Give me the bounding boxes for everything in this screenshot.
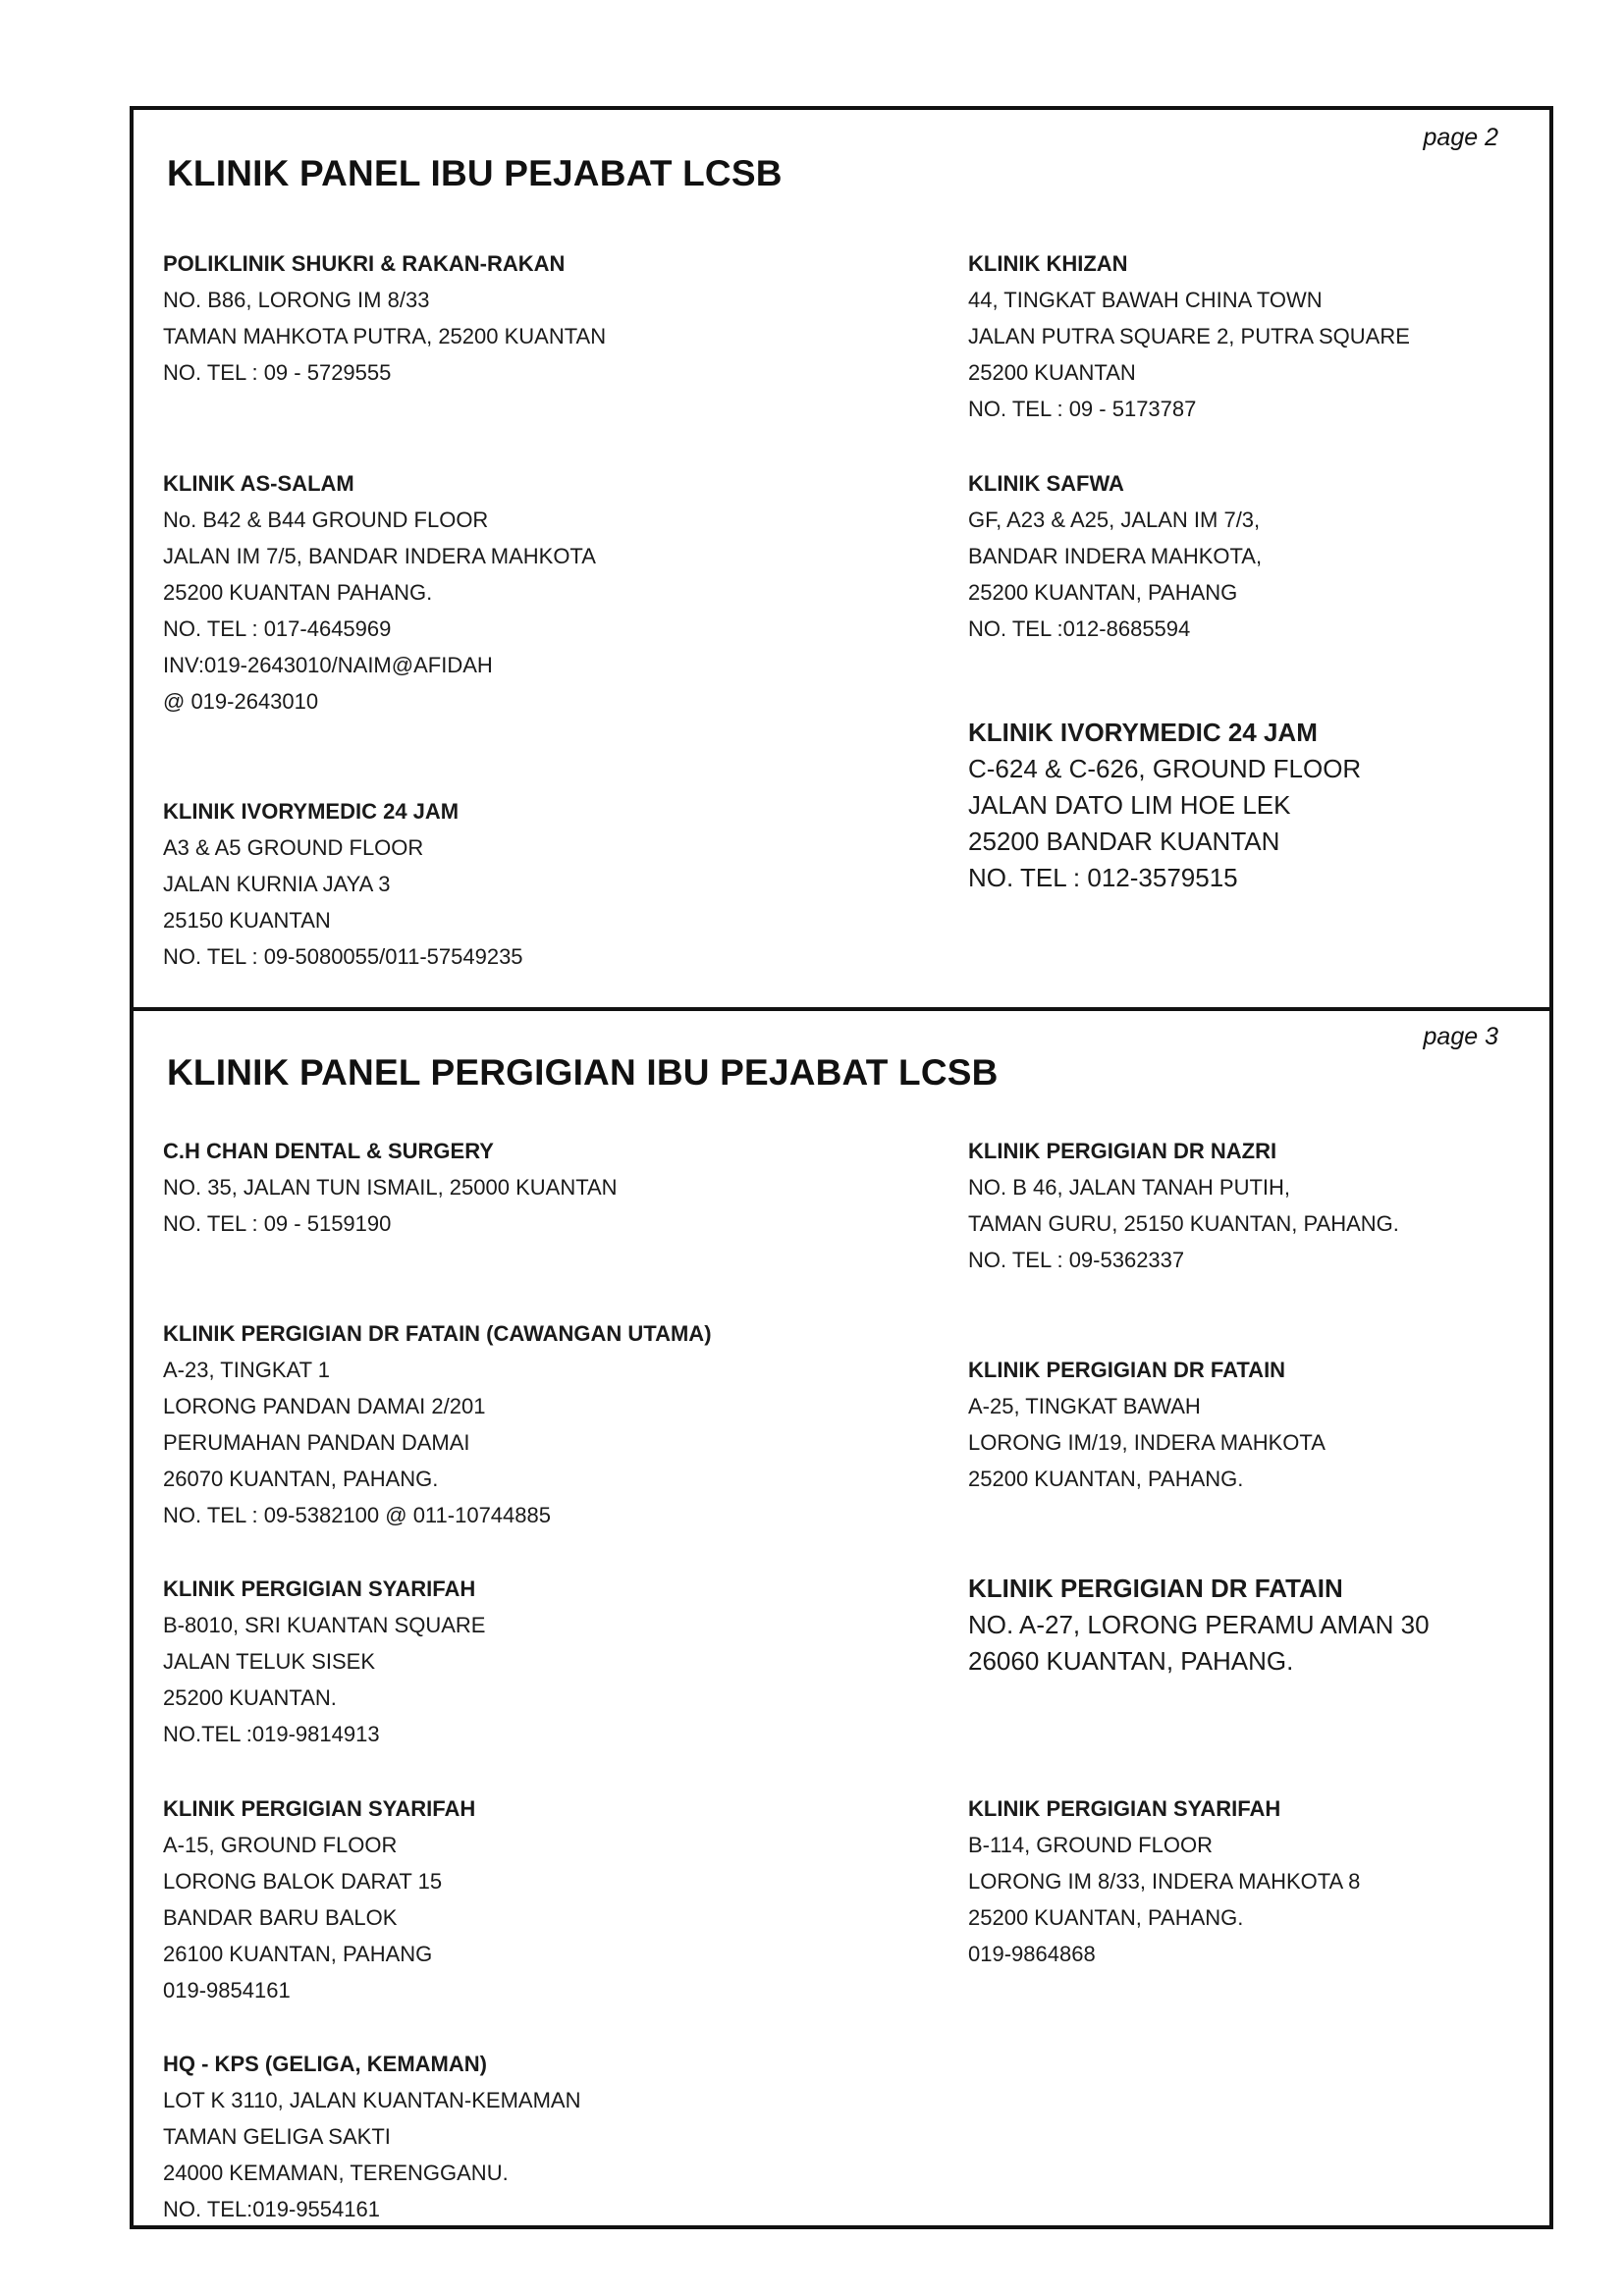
clinic-name: KLINIK PERGIGIAN DR NAZRI <box>968 1139 1277 1163</box>
clinic-address-line: BANDAR INDERA MAHKOTA, <box>968 544 1263 568</box>
clinic-address-line: NO. B 46, JALAN TANAH PUTIH, <box>968 1175 1291 1200</box>
clinic-address-line: GF, A23 & A25, JALAN IM 7/3, <box>968 507 1261 532</box>
clinic-entry <box>968 1133 1597 1278</box>
clinic-address-line: JALAN KURNIA JAYA 3 <box>163 872 391 896</box>
clinic-entry <box>163 1790 791 2008</box>
clinic-entry <box>163 465 791 720</box>
clinic-phone: 019-9854161 <box>163 1978 291 2002</box>
clinic-name: KLINIK PERGIGIAN SYARIFAH <box>163 1576 476 1601</box>
clinic-address-line: A-23, TINGKAT 1 <box>163 1358 330 1382</box>
clinic-address-line: A3 & A5 GROUND FLOOR <box>163 835 424 860</box>
clinic-address-line: LOT K 3110, JALAN KUANTAN-KEMAMAN <box>163 2088 581 2112</box>
clinic-address-line: 25200 KUANTAN, PAHANG. <box>968 1467 1244 1491</box>
clinic-entry <box>968 465 1597 647</box>
clinic-phone: NO. TEL : 09-5080055/011-57549235 <box>163 944 523 969</box>
clinic-name: KLINIK SAFWA <box>968 471 1124 496</box>
section-dental-clinics <box>134 1011 1549 2225</box>
clinic-address-line: JALAN DATO LIM HOE LEK <box>968 790 1291 820</box>
clinic-phone: NO. TEL : 017-4645969 <box>163 616 392 641</box>
clinic-address-line: LORONG IM 8/33, INDERA MAHKOTA 8 <box>968 1869 1361 1894</box>
section-heading: KLINIK PANEL PERGIGIAN IBU PEJABAT LCSB <box>167 1052 999 1093</box>
clinic-name: HQ - KPS (GELIGA, KEMAMAN) <box>163 2052 487 2076</box>
clinic-phone: NO. TEL:019-9554161 <box>163 2197 380 2221</box>
clinic-address-line: JALAN IM 7/5, BANDAR INDERA MAHKOTA <box>163 544 596 568</box>
clinic-address-line: A-15, GROUND FLOOR <box>163 1833 398 1857</box>
clinic-address-line: TAMAN MAHKOTA PUTRA, 25200 KUANTAN <box>163 324 607 348</box>
clinic-entry <box>968 1790 1597 1972</box>
clinic-address-line: JALAN TELUK SISEK <box>163 1649 376 1674</box>
clinic-phone: NO. TEL : 09-5382100 @ 011-10744885 <box>163 1503 551 1527</box>
clinic-name: KLINIK KHIZAN <box>968 251 1128 276</box>
clinic-address-line: 26100 KUANTAN, PAHANG <box>163 1942 433 1966</box>
clinic-name: KLINIK PERGIGIAN SYARIFAH <box>163 1796 476 1821</box>
clinic-name: KLINIK IVORYMEDIC 24 JAM <box>968 718 1318 747</box>
clinic-phone: NO. TEL : 012-3579515 <box>968 863 1238 892</box>
clinic-entry <box>163 1315 791 1533</box>
clinic-address-line: 26070 KUANTAN, PAHANG. <box>163 1467 439 1491</box>
section-heading: KLINIK PANEL IBU PEJABAT LCSB <box>167 153 783 193</box>
page-number: page 2 <box>1423 124 1498 151</box>
clinic-address-line: NO. B86, LORONG IM 8/33 <box>163 288 430 312</box>
clinic-address-line: B-8010, SRI KUANTAN SQUARE <box>163 1613 486 1637</box>
clinic-address-line: 25200 BANDAR KUANTAN <box>968 827 1280 856</box>
clinic-address-line: A-25, TINGKAT BAWAH <box>968 1394 1201 1418</box>
clinic-address-line: 25200 KUANTAN PAHANG. <box>163 580 433 605</box>
clinic-entry <box>163 1571 791 1752</box>
clinic-phone: NO.TEL :019-9814913 <box>163 1722 380 1746</box>
clinic-entry <box>968 1352 1597 1497</box>
clinic-phone: NO. TEL : 09 - 5729555 <box>163 360 392 385</box>
clinic-address-line: PERUMAHAN PANDAN DAMAI <box>163 1430 470 1455</box>
clinic-entry <box>163 245 791 391</box>
clinic-address-line: 24000 KEMAMAN, TERENGGANU. <box>163 2161 509 2185</box>
section-panel-clinics <box>134 110 1549 1007</box>
clinic-address-line: 26060 KUANTAN, PAHANG. <box>968 1646 1294 1676</box>
clinic-address-line: NO. 35, JALAN TUN ISMAIL, 25000 KUANTAN <box>163 1175 618 1200</box>
clinic-phone: NO. TEL : 09 - 5173787 <box>968 397 1197 421</box>
clinic-phone: NO. TEL :012-8685594 <box>968 616 1191 641</box>
clinic-name: KLINIK IVORYMEDIC 24 JAM <box>163 799 460 824</box>
clinic-address-line: 25200 KUANTAN, PAHANG <box>968 580 1238 605</box>
clinic-address-line: LORONG PANDAN DAMAI 2/201 <box>163 1394 486 1418</box>
clinic-address-line: 25200 KUANTAN, PAHANG. <box>968 1905 1244 1930</box>
clinic-name: KLINIK PERGIGIAN SYARIFAH <box>968 1796 1281 1821</box>
clinic-entry <box>163 1133 791 1242</box>
clinic-address-line: TAMAN GURU, 25150 KUANTAN, PAHANG. <box>968 1211 1399 1236</box>
clinic-entry <box>968 245 1597 427</box>
clinic-address-line: LORONG IM/19, INDERA MAHKOTA <box>968 1430 1326 1455</box>
clinic-phone: @ 019-2643010 <box>163 689 319 714</box>
clinic-address-line: B-114, GROUND FLOOR <box>968 1833 1213 1857</box>
page-number: page 3 <box>1423 1023 1498 1050</box>
clinic-entry <box>968 715 1597 896</box>
clinic-address-line: TAMAN GELIGA SAKTI <box>163 2124 391 2149</box>
clinic-address-line: JALAN PUTRA SQUARE 2, PUTRA SQUARE <box>968 324 1410 348</box>
clinic-name: KLINIK PERGIGIAN DR FATAIN <box>968 1358 1286 1382</box>
clinic-name: KLINIK PERGIGIAN DR FATAIN (CAWANGAN UTAMA) <box>163 1321 712 1346</box>
clinic-entry <box>968 1571 1597 1680</box>
clinic-entry <box>163 2046 791 2227</box>
clinic-entry <box>163 793 791 975</box>
clinic-phone: NO. TEL : 09 - 5159190 <box>163 1211 392 1236</box>
clinic-address-line: No. B42 & B44 GROUND FLOOR <box>163 507 489 532</box>
clinic-address-line: BANDAR BARU BALOK <box>163 1905 398 1930</box>
clinic-name: KLINIK PERGIGIAN DR FATAIN <box>968 1574 1343 1603</box>
clinic-address-line: 25200 KUANTAN. <box>163 1685 337 1710</box>
clinic-address-line: 44, TINGKAT BAWAH CHINA TOWN <box>968 288 1323 312</box>
clinic-address-line: 25200 KUANTAN <box>968 360 1136 385</box>
clinic-address-line: NO. A-27, LORONG PERAMU AMAN 30 <box>968 1610 1430 1639</box>
clinic-phone: NO. TEL : 09-5362337 <box>968 1248 1185 1272</box>
document-frame <box>130 106 1553 2229</box>
clinic-phone: INV:019-2643010/NAIM@AFIDAH <box>163 653 493 677</box>
clinic-address-line: 25150 KUANTAN <box>163 908 331 933</box>
clinic-name: C.H CHAN DENTAL & SURGERY <box>163 1139 494 1163</box>
clinic-phone: 019-9864868 <box>968 1942 1096 1966</box>
clinic-name: KLINIK AS-SALAM <box>163 471 354 496</box>
clinic-name: POLIKLINIK SHUKRI & RAKAN-RAKAN <box>163 251 566 276</box>
clinic-address-line: LORONG BALOK DARAT 15 <box>163 1869 443 1894</box>
clinic-address-line: C-624 & C-626, GROUND FLOOR <box>968 754 1362 783</box>
